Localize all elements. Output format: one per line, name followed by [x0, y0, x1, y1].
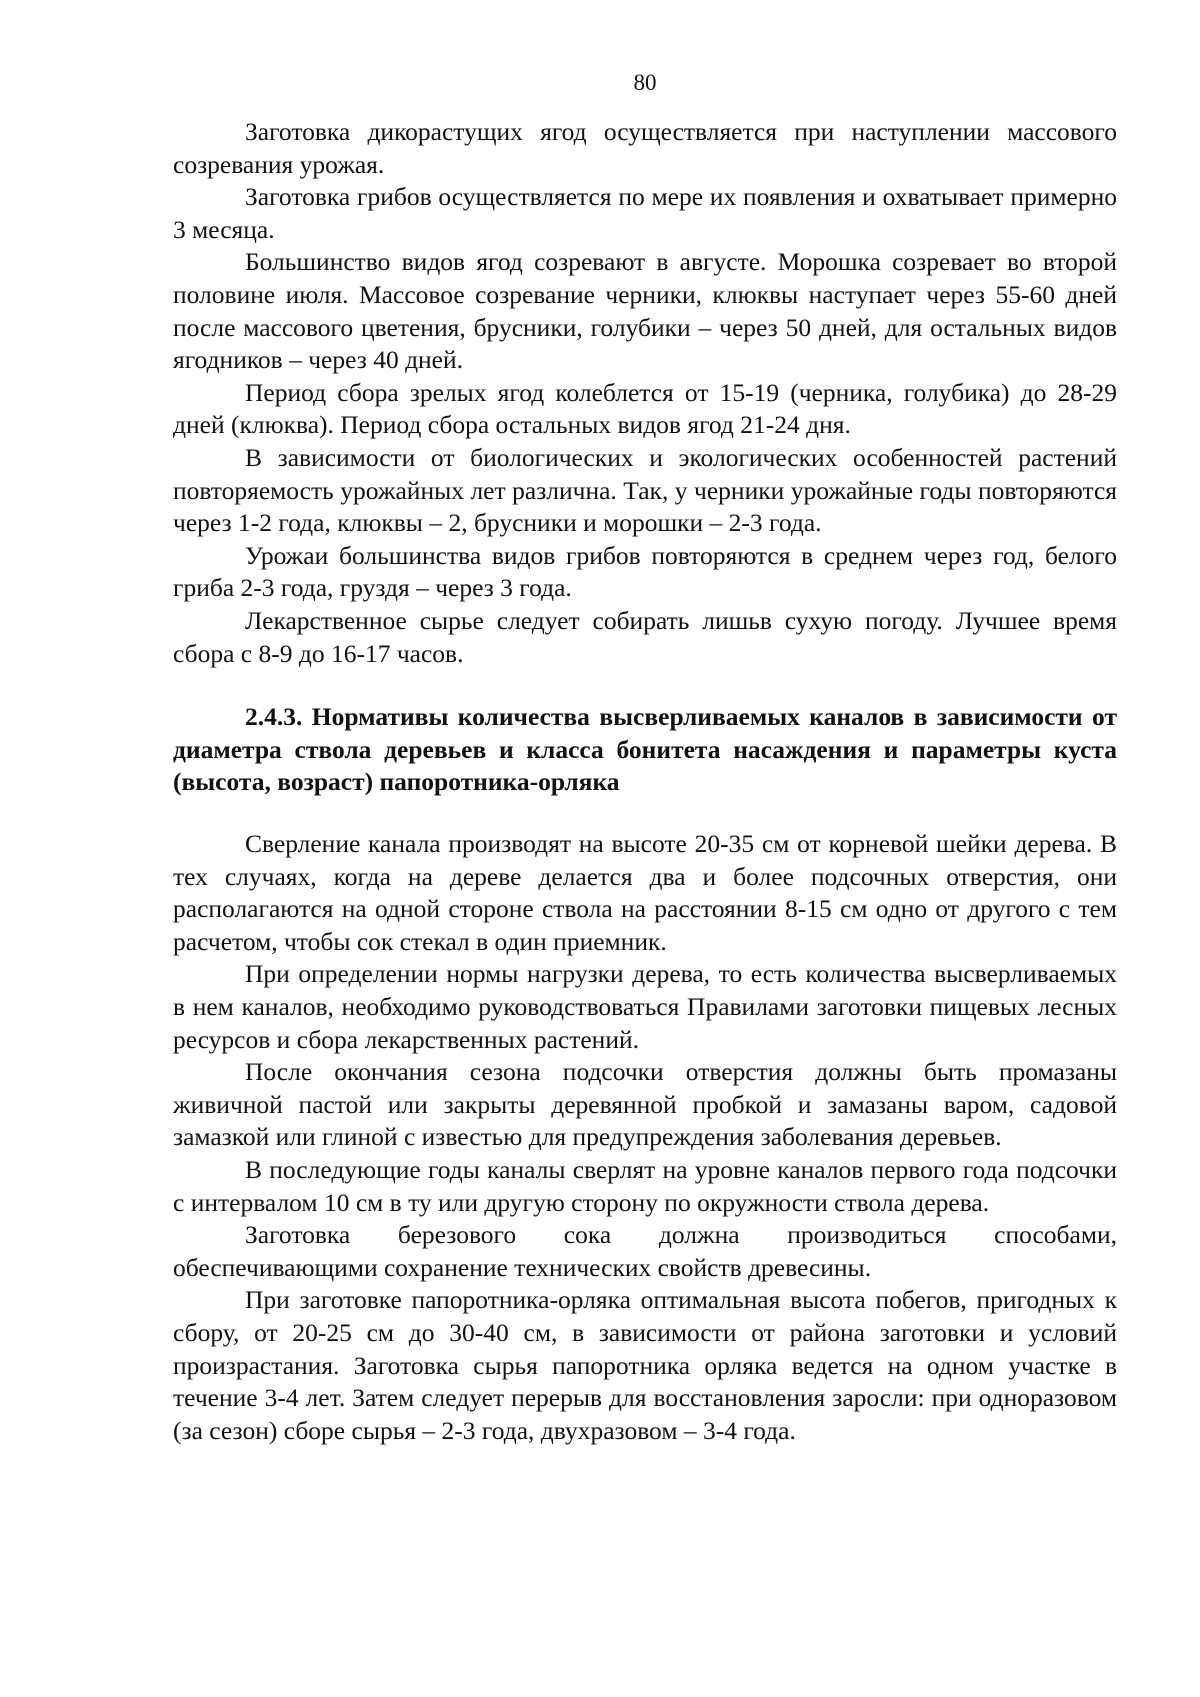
- paragraph: При заготовке папоротника-орляка оптимальная высота побегов, пригодных к сбору, от 20-25 см до 30-40 см, в зависимости от района заготовки и условий произрастания. Заготовка сырья папоротника орляка ведется на одном участке в течение 3-4 лет. Затем следует перерыв для восстановления заросли: при одноразовом (за сезон) сборе сырья – 2-3 года, двухразовом – 3-4 года.: [173, 1285, 1117, 1445]
- paragraph: Урожаи большинства видов грибов повторяются в среднем через год, белого гриба 2-3 года, груздя – через 3 года.: [173, 540, 1117, 603]
- paragraph: В зависимости от биологических и экологических особенностей растений повторяемость урожайных лет различна. Так, у черники урожайные годы повторяются через 1-2 года, клюквы – 2, брусники и морошки – 2-3 года.: [173, 442, 1117, 538]
- bottom-paragraphs: [173, 828, 1117, 1447]
- top-paragraphs: [173, 116, 1117, 670]
- paragraph: Сверление канала производят на высоте 20-35 см от корневой шейки дерева. В тех случаях, когда на дереве делается два и более подсочных отверстия, они располагаются на одной стороне ствола на расстоянии 8-15 см одно от другого с тем расчетом, чтобы сок стекал в один приемник.: [173, 829, 1117, 956]
- page-number: 80: [633, 70, 657, 95]
- paragraph: В последующие годы каналы сверлят на уровне каналов первого года подсочки с интервалом 10 см в ту или другую сторону по окружности ствола дерева.: [173, 1154, 1117, 1217]
- paragraph: Заготовка грибов осуществляется по мере их появления и охватывает примерно 3 месяца.: [173, 182, 1117, 244]
- paragraph: Период сбора зрелых ягод колеблется от 15-19 (черника, голубика) до 28-29 дней (клюква). Период сбора остальных видов ягод 21-24 дня.: [173, 377, 1117, 440]
- paragraph: Заготовка дикорастущих ягод осуществляется при наступлении массового созревания урожая.: [173, 117, 1117, 179]
- paragraph: После окончания сезона подсочки отверстия должны быть промазаны живичной пастой или закрыты деревянной пробкой и замазаны варом, садовой замазкой или глиной с известью для предупреждения заболевания деревьев.: [173, 1057, 1117, 1152]
- paragraph: Заготовка березового сока должна производиться способами, обеспечивающими сохранение технических свойств древесины.: [173, 1220, 1117, 1282]
- paragraph: Лекарственное сырье следует собирать лишьв сухую погоду. Лучшее время сбора с 8-9 до 16-17 часов.: [173, 605, 1117, 668]
- paragraph: При определении нормы нагрузки дерева, то есть количества высверливаемых в нем каналов, необходимо руководствоваться Правилами заготовки пищевых лесных ресурсов и сбора лекарственных растений.: [173, 959, 1117, 1054]
- section-heading-block: [173, 701, 1117, 799]
- section-heading: 2.4.3. Нормативы количества высверливаемых каналов в зависимости от диаметра ствола деревьев и класса бонитета насаждения и параметры куста (высота, возраст) папоротника-орляка: [173, 702, 1117, 797]
- paragraph: Большинство видов ягод созревают в августе. Морошка созревает во второй половине июля. Массовое созревание черники, клюквы наступает через 55-60 дней после массового цветения, брусники, голубики – через 50 дней, для остальных видов ягодников – через 40 дней.: [173, 247, 1117, 375]
